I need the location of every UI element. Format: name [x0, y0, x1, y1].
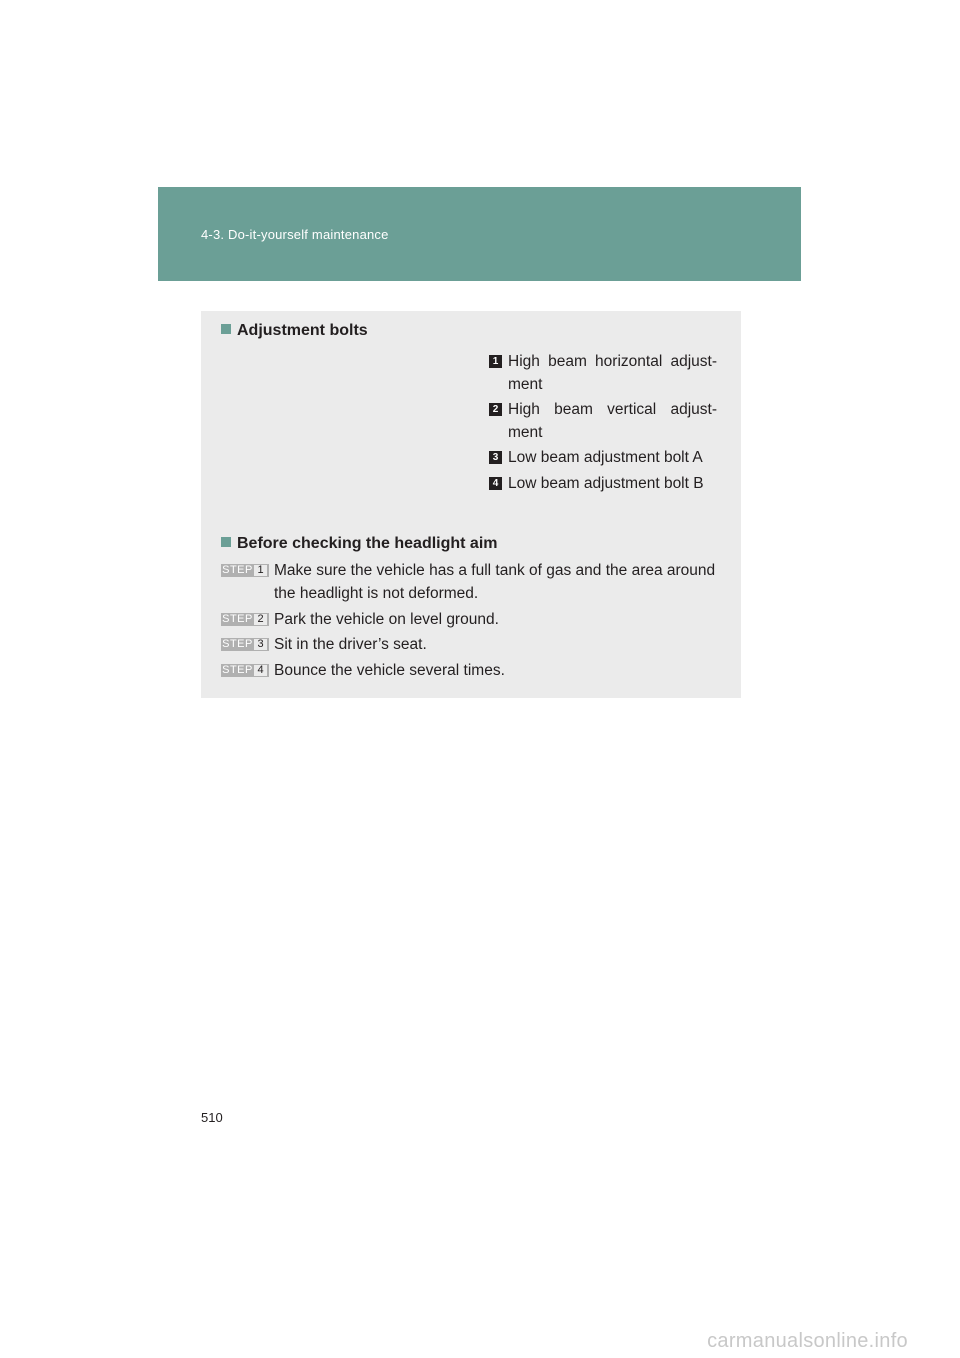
callout-item-1 [489, 350, 717, 396]
callout-text: Low beam adjustment bolt B [508, 475, 704, 492]
step-badge-number: 4 [254, 665, 267, 676]
step-text: Make sure the vehicle has a full tank of gas and the area around [274, 562, 716, 579]
callout-text: Low beam adjustment bolt A [508, 449, 703, 466]
step-badge-number: 3 [254, 639, 267, 650]
step-badge-label: STEP [222, 664, 253, 676]
section-header-band [158, 187, 801, 281]
step-badge [221, 564, 269, 577]
square-bullet-icon [221, 324, 231, 334]
step-badge-label: STEP [222, 638, 253, 650]
callout-text: High beam vertical adjust- [508, 401, 717, 418]
callout-text-continued: ment [508, 376, 543, 393]
step-badge-label: STEP [222, 613, 253, 625]
step-text: Bounce the vehicle several times. [274, 662, 505, 679]
callout-item-4 [489, 472, 717, 495]
step-1 [221, 559, 721, 605]
section-title: 4-3. Do-it-yourself maintenance [201, 227, 389, 242]
step-2 [221, 608, 721, 631]
before-checking-heading [221, 535, 498, 553]
step-badge-number: 2 [254, 614, 267, 625]
heading-text: Before checking the headlight aim [237, 535, 498, 552]
step-text: Park the vehicle on level ground. [274, 611, 499, 628]
step-text: Sit in the driver’s seat. [274, 636, 427, 653]
callout-number-icon: 4 [489, 477, 502, 490]
watermark: carmanualsonline.info [707, 1330, 908, 1352]
step-badge [221, 664, 269, 677]
step-badge [221, 613, 269, 626]
step-3 [221, 633, 721, 656]
step-text-continued: the headlight is not deformed. [274, 585, 479, 602]
callout-text: High beam horizontal adjust- [508, 353, 717, 370]
page-number: 510 [201, 1110, 223, 1125]
callout-number-icon: 2 [489, 403, 502, 416]
square-bullet-icon [221, 537, 231, 547]
callout-number-icon: 1 [489, 355, 502, 368]
step-badge-number: 1 [254, 565, 267, 576]
callout-text-continued: ment [508, 424, 543, 441]
heading-text: Adjustment bolts [237, 322, 368, 339]
callout-item-3 [489, 446, 717, 469]
step-badge [221, 638, 269, 651]
callout-item-2 [489, 398, 717, 444]
callout-number-icon: 3 [489, 451, 502, 464]
adjustment-bolts-heading [221, 322, 368, 340]
step-4 [221, 659, 721, 682]
step-badge-label: STEP [222, 564, 253, 576]
